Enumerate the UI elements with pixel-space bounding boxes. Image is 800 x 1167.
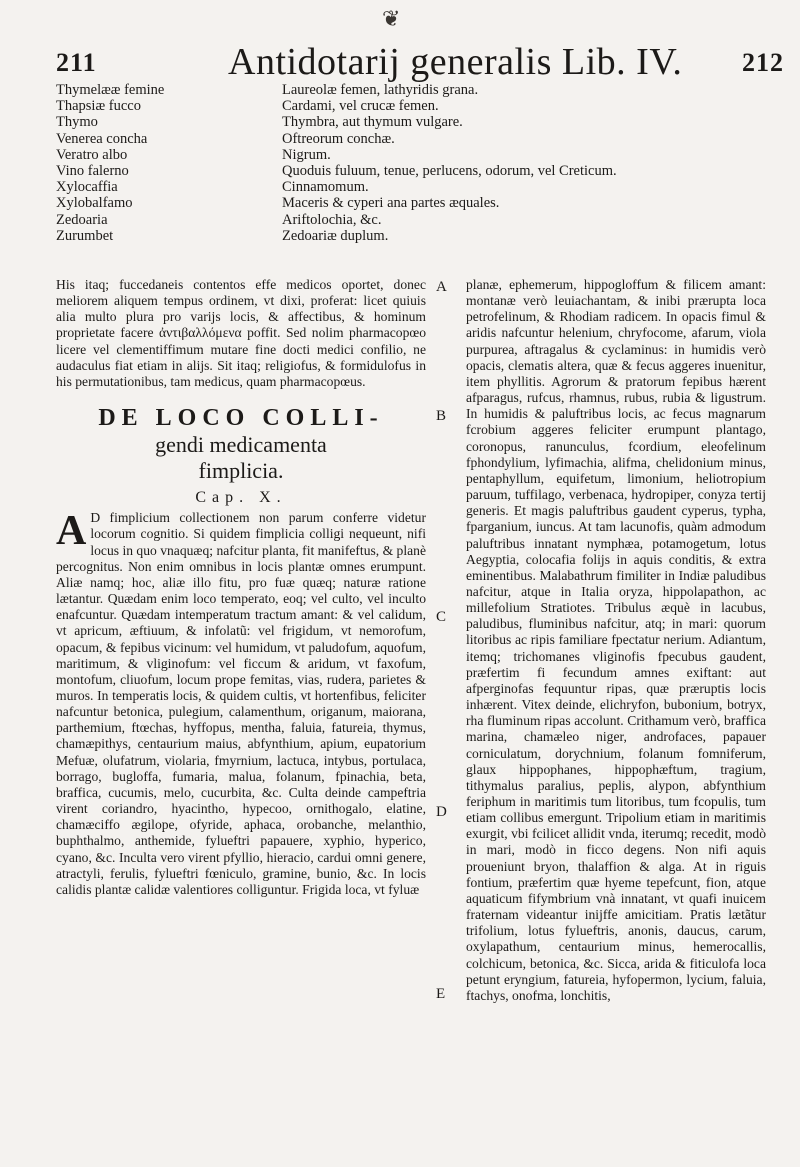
right-column: [466, 277, 766, 1004]
substituted-drug: Zedoaria: [56, 211, 108, 228]
substitute-drug: Cinnamomum.: [282, 179, 369, 196]
chapter-body: [56, 510, 426, 898]
substituted-drug: Vino falerno: [56, 163, 129, 180]
chapter-label: Cap. X.: [195, 489, 287, 507]
substituted-drug: Thapsiæ fucco: [56, 98, 141, 115]
margin-letter-e: E: [436, 986, 446, 1002]
intro-paragraph: His itaq; fuccedaneis contentos effe medicos oportet, donec meliorem aliquem tempus ordinem, vt dixi, proferat: licet quiuis alia multo plura pro varijs locis, & affectibus, & hominum proprietate facere ἀντιβαλλόμενα poffit. Sed nolim pharmacopœo licere vel clementiffimum mutare fine docti medici confilio, ne audaculus fiat etiam in alijs. Sit itaq; religiofus, & formidulofus in his permutationibus, tam medicus, quam pharmacopœus.: [56, 277, 426, 389]
substitute-drug: Ariftolochia, &c.: [282, 211, 382, 228]
substituted-drug: Zurumbet: [56, 227, 114, 244]
heading-line-2: gendi medicamenta: [155, 432, 327, 458]
page-number-right: 212: [742, 48, 784, 77]
margin-letter-a: A: [436, 279, 447, 295]
substitution-row: [56, 179, 756, 195]
margin-letter-b: B: [436, 408, 447, 424]
running-header: [0, 40, 800, 86]
substituted-drug: Venerea concha: [56, 130, 148, 147]
substitution-row: [56, 131, 756, 147]
substitution-row: [56, 228, 756, 244]
left-column: [56, 277, 426, 898]
substitute-drug: Thymbra, aut thymum vulgare.: [282, 114, 463, 131]
drop-capital: A: [56, 508, 87, 555]
right-column-text: planæ, ephemerum, hippogloffum & filicem amant: montanæ verò leuiachantam, & inibi prærupta loca petrofelinum, & Rhodiam radicem. In opacis fimul & aridis nafcuntur helenium, chryfocome, afarum, viola purpurea, aftragalus & cyclaminus: in humidis verò opacis, clematis altera, quæ & fecus aggeres inuenitur, item phyllitis. Agrorum & pratorum fepibus hærent afparagus, rufcus, rhamnus, rubus, rubia & ligustrum. In humidis & paluftribus locis, ac fecus magnarum fcrobium aggeres feliciter erumpunt plantago, coronopus, ranunculus, fcordium, eleofelinum fphondylium, lyfimachia, alifma, chelidonium minus, pentaphyllum, equifetum, limonium, heliotropium paruum, tuffilago, verbenaca, hydropiper, conyza tertij generis. Et magis paluftribus gaudent cyperus, typha, fparganium, iuncus. At tam lacunofis, quàm admodum paluftribus innatant nymphæa, potamogetum, lotus Aegyptia, colocafia folijs in aquis conditis, & extra eminentibus. Malabathrum fimiliter in Indiæ paludibus nafcitur, atque in Italia oryza, hippolapathon, ac millefolium Stratiotes. Tribulus æquè in lacubus, paludibus, fluminibus nafcitur, atq; in mari: quorum litoribus ac ripis familiare fpectatur nerium. Adiantum, itemq; trichomanes vliginofis fpecubus gaudent, præfertim fi fecundum amnes exiftant: aut afperginofas fequuntur ripas, quæ præruptis locis inhærent. Vitex deinde, elichryfon, bubonium, botryx, rha fluminum ripas accolunt. Crithamum verò, braffica marina, chamæleo niger, androfaces, papauer corniculatum, dorychnium, folanum fomniferum, glaux hippophanes, hippophæftum, tragium, tithymalus paralius, peplis, alypon, abfynthium feriphum in maritimis tum litoribus, tum fcopulis, tum etiam collibus emergunt. Tripolium etiam in maritimis exurgit, vbi fcilicet allidit vnda, iterumq; recedit, modò in mari, modò in ficco degens. Non nifi aquis proueniunt bryon, thalaffion & alga. At in riguis fontium, præfertim quæ hyeme tepefcunt, fion, atque aquaticum fifymbrium vnà innatant, vt quafi inuicem fraternam videantur inijffe amicitiam. Pratis lætãtur trifolium, lotus fylueftris, anonis, daucus, carum, oxylapathum, centaurium minus, hemerocallis, colchicum, betonica, &c. Sicca, arida & fiticulofa loca petunt eryngium, fatureia, hyfopermon, lycium, faluia, ftachys, onofma, lonchitis,: [466, 277, 766, 1003]
substitute-drug: Quoduis fuluum, tenue, perlucens, odorum, vel Creticum.: [282, 163, 617, 180]
substitute-drug: Oftreorum conchæ.: [282, 130, 395, 147]
substitution-row: [56, 195, 756, 211]
substitution-row: [56, 147, 756, 163]
margin-letter-c: C: [436, 609, 447, 625]
substitution-row: [56, 114, 756, 130]
substitution-row: [56, 212, 756, 228]
substitute-drug: Nigrum.: [282, 146, 331, 163]
substituted-drug: Thymo: [56, 114, 98, 131]
substitute-drug: Zedoariæ duplum.: [282, 227, 389, 244]
heading-line-3: fimplicia.: [198, 458, 284, 484]
substitute-drug: Laureolæ femen, lathyridis grana.: [282, 82, 479, 98]
page-number-left: 211: [56, 48, 97, 77]
substituted-drug: Veratro albo: [56, 146, 128, 163]
substituted-drug: Thymelææ femine: [56, 82, 165, 98]
substitution-table: [56, 82, 756, 244]
substitution-row: [56, 163, 756, 179]
section-heading: [56, 404, 426, 506]
substituted-drug: Xylobalfamo: [56, 195, 133, 212]
substitution-row: [56, 98, 756, 114]
substituted-drug: Xylocaffia: [56, 179, 118, 196]
margin-letter-d: D: [436, 804, 447, 820]
page-title: Antidotarij generalis Lib. IV.: [228, 41, 683, 83]
chapter-body-text: D fimplicium collectionem non parum conferre videtur locorum cognitio. Si quidem fimplicia colligi nequeunt, nifi locus in quo vnaquæq; nafcitur planta, fit manifeftus, & planè percognitus. Non enim omnibus in locis plantæ omnes erumpunt. Aliæ namq; hoc, aliæ illo fitu, pro fuæ quæq; naturæ ratione lætantur. Quædam enim loco temperato, eoq; vel culto, vel inculto enafcuntur. Quædam intemperatum tractum amant: & vel calidum, vt apricum, æftiuum, & infolatũ: vel frigidum, vt nemorofum, opacum, & fepibus vicinum: vel humidum, vt paludofum, aquofum, maritimum, & vliginofum: vel ficcum & aridum, vt faxofum, montofum, cliuofum, locum prope femitas, vias, rudera, parietes & muros. In temperatis locis, & quidem cultis, vt hortenfibus, feliciter nafcuntur betonica, pulegium, calamenthum, origanum, maiorana, parthemium, ftœchas, hyffopus, mentha, faluia, fatureia, thymus, chamæpithys, centaurium maius, abfynthium, apium, eupatorium Mefuæ, olufatrum, violaria, fmyrnium, lactuca, intybus, portulaca, borrago, bugloffa, fumaria, malua, folanum, fpinachia, beta, braffica, cucumis, melo, cucurbita, &c. Culta deinde campeftria virent coriandro, hyacintho, hypecoo, ornithogalo, elatine, chamæciffo ægilope, ofyride, aphaca, orobanche, melanthio, buphthalmo, anthemide, fylueftri papauere, xyphio, hyperico, cyano, &c. Inculta vero virent pfyllio, hieracio, cardui omni genere, atractyli, ferulis, fylueftri fœniculo, gramine, bunio, &c. In locis calidis plantæ calidæ valentiores colliguntur. Frigida loca, vt fyluæ: [56, 510, 426, 897]
fleuron-ornament: ❦: [382, 6, 401, 31]
substitute-drug: Cardami, vel crucæ femen.: [282, 98, 439, 115]
substitution-row: [56, 82, 756, 98]
substitute-drug: Maceris & cyperi ana partes æquales.: [282, 195, 500, 212]
heading-line-1: DE LOCO COLLI-: [98, 405, 384, 432]
